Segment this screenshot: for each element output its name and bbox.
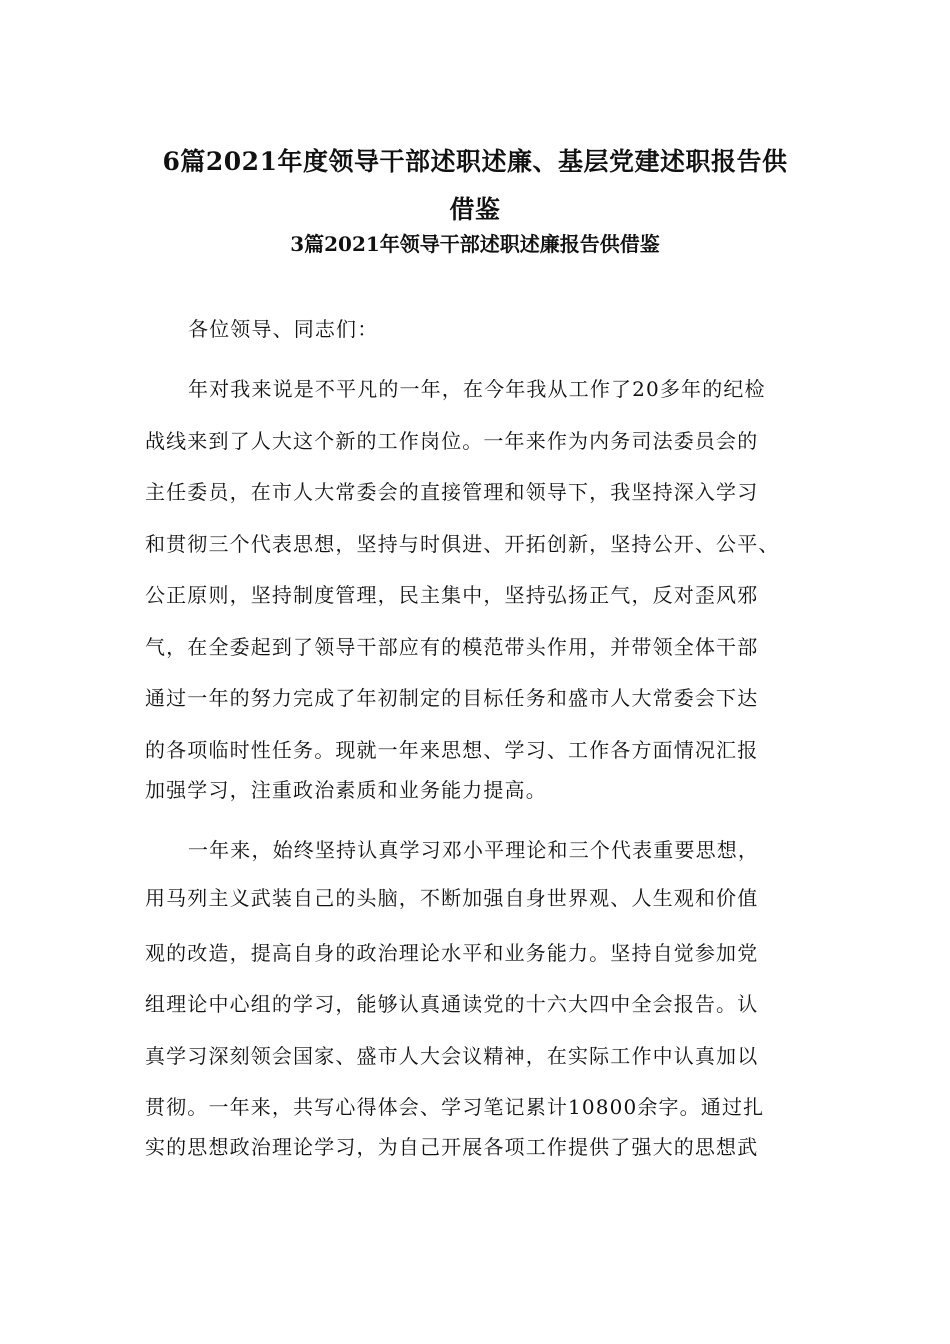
paragraph-2-line: 组理论中心组的学习，能够认真通读党的十六大四中全会报告。认 [145, 992, 759, 1016]
paragraph-1-line: 的各项临时性任务。现就一年来思想、学习、工作各方面情况汇报 [145, 738, 759, 762]
document-title-line-2: 借鉴 [449, 195, 501, 224]
paragraph-2-line: 贯彻。一年来，共写心得体会、学习笔记累计10800余字。通过扎 [145, 1095, 765, 1119]
salutation: 各位领导、同志们： [188, 317, 379, 341]
paragraph-1-line: 主任委员，在市人大常委会的直接管理和领导下，我坚持深入学习 [145, 480, 759, 504]
paragraph-2-line: 一年来，始终坚持认真学习邓小平理论和三个代表重要思想， [188, 838, 760, 862]
paragraph-1-line: 战线来到了人大这个新的工作岗位。一年来作为内务司法委员会的 [145, 429, 759, 453]
paragraph-1-line: 加强学习，注重政治素质和业务能力提高。 [145, 778, 547, 802]
paragraph-1-line: 气，在全委起到了领导干部应有的模范带头作用，并带领全体干部 [145, 635, 759, 659]
paragraph-2-line: 真学习深刻领会国家、盛市人大会议精神，在实际工作中认真加以 [145, 1044, 759, 1068]
paragraph-2-line: 观的改造，提高自身的政治理论水平和业务能力。坚持自觉参加党 [145, 941, 759, 965]
paragraph-1-line: 和贯彻三个代表思想，坚持与时俱进、开拓创新，坚持公开、公平、 [145, 532, 780, 556]
paragraph-2-line: 用马列主义武装自己的头脑，不断加强自身世界观、人生观和价值 [145, 886, 759, 910]
paragraph-2-line: 实的思想政治理论学习，为自己开展各项工作提供了强大的思想武 [145, 1135, 759, 1159]
paragraph-1-line: 年对我来说是不平凡的一年，在今年我从工作了20多年的纪检 [188, 377, 766, 401]
document-subtitle: 3篇2021年领导干部述职述廉报告供借鉴 [290, 232, 660, 256]
document-title-line-1: 6篇2021年度领导干部述职述廉、基层党建述职报告供 [162, 147, 788, 176]
paragraph-1-line: 通过一年的努力完成了年初制定的目标任务和盛市人大常委会下达 [145, 686, 759, 710]
paragraph-1-line: 公正原则，坚持制度管理，民主集中，坚持弘扬正气，反对歪风邪 [145, 583, 759, 607]
